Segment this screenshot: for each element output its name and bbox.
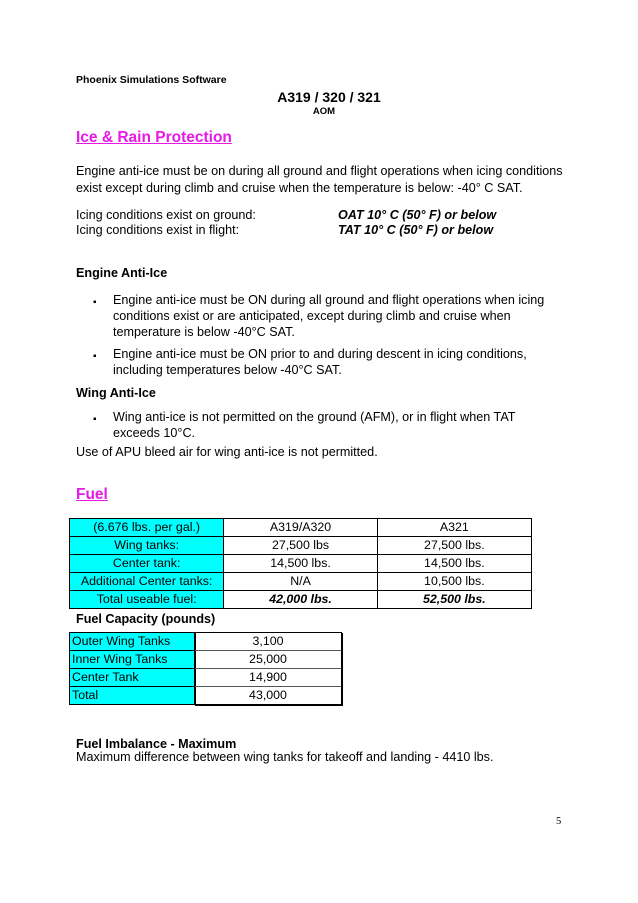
table-row bbox=[70, 555, 532, 573]
table-cell: 27,500 lbs. bbox=[377, 537, 531, 555]
table-cell: 52,500 lbs. bbox=[377, 591, 531, 609]
company-name: Phoenix Simulations Software bbox=[76, 74, 227, 86]
table-row bbox=[70, 573, 532, 591]
table-cell: A321 bbox=[377, 519, 531, 537]
section-title-ice-rain: Ice & Rain Protection bbox=[76, 129, 232, 146]
wing-bullet-line-2: exceeds 10°C. bbox=[113, 426, 196, 440]
capacity-label: Inner Wing Tanks bbox=[70, 651, 195, 669]
table-cell: 10,500 lbs. bbox=[377, 573, 531, 591]
apu-note: Use of APU bleed air for wing anti-ice is not permitted. bbox=[76, 445, 378, 459]
intro-line-1: Engine anti-ice must be on during all ground and flight operations when icing conditions bbox=[76, 164, 563, 178]
bullet-icon: ▪ bbox=[93, 414, 97, 425]
fuel-imbalance-text: Maximum difference between wing tanks for takeoff and landing - 4410 lbs. bbox=[76, 750, 494, 764]
intro-line-2: exist except during climb and cruise when the temperature is below: -40° C SAT. bbox=[76, 181, 523, 195]
capacity-label: Outer Wing Tanks bbox=[70, 633, 195, 651]
capacity-label: Center Tank bbox=[70, 669, 195, 687]
bullet-icon: ▪ bbox=[93, 351, 97, 362]
wing-anti-ice-heading: Wing Anti-Ice bbox=[76, 386, 156, 400]
table-cell: 14,500 lbs. bbox=[224, 555, 377, 573]
table-row bbox=[70, 519, 532, 537]
capacity-value: 43,000 bbox=[249, 688, 287, 702]
table-cell: Center tank: bbox=[70, 555, 224, 573]
table-cell: 42,000 lbs. bbox=[224, 591, 377, 609]
table-cell: N/A bbox=[224, 573, 377, 591]
table-cell: 27,500 lbs bbox=[224, 537, 377, 555]
capacity-label: Total bbox=[70, 687, 195, 704]
fuel-capacity-heading: Fuel Capacity (pounds) bbox=[76, 612, 216, 626]
capacity-value: 3,100 bbox=[195, 633, 341, 651]
aircraft-model: A319 / 320 / 321 bbox=[277, 89, 381, 105]
doc-type: AOM bbox=[312, 106, 336, 117]
table-cell: Wing tanks: bbox=[70, 537, 224, 555]
engine-bullet-1-line-2: conditions exist or are anticipated, except during climb and cruise when bbox=[113, 309, 511, 323]
engine-bullet-1-line-3: temperature is below -40°C SAT. bbox=[113, 325, 295, 339]
flight-value: TAT 10° C (50° F) or below bbox=[338, 223, 494, 237]
engine-bullet-2-line-1: Engine anti-ice must be ON prior to and during descent in icing conditions, bbox=[113, 347, 527, 361]
ground-value: OAT 10° C (50° F) or below bbox=[338, 208, 497, 222]
page-number: 5 bbox=[556, 816, 562, 827]
table-cell: Total useable fuel: bbox=[70, 591, 224, 609]
bullet-icon: ▪ bbox=[93, 297, 97, 308]
capacity-value: 14,900 bbox=[195, 669, 341, 687]
engine-bullet-2-line-2: including temperatures below -40°C SAT. bbox=[113, 363, 342, 377]
wing-bullet-line-1: Wing anti-ice is not permitted on the ground (AFM), or in flight when TAT bbox=[113, 410, 516, 424]
fuel-table bbox=[69, 518, 532, 609]
ground-label: Icing conditions exist on ground: bbox=[76, 208, 256, 222]
table-cell: 14,500 lbs. bbox=[377, 555, 531, 573]
capacity-labels bbox=[69, 632, 196, 705]
table-cell: Additional Center tanks: bbox=[70, 573, 224, 591]
table-row bbox=[70, 537, 532, 555]
table-row bbox=[70, 591, 532, 609]
fuel-imbalance-heading: Fuel Imbalance - Maximum bbox=[76, 737, 237, 751]
table-cell: (6.676 lbs. per gal.) bbox=[70, 519, 224, 537]
engine-bullet-1-line-1: Engine anti-ice must be ON during all ground and flight operations when icing bbox=[113, 293, 545, 307]
capacity-values bbox=[194, 632, 342, 705]
table-cell: A319/A320 bbox=[224, 519, 377, 537]
capacity-value: 25,000 bbox=[195, 651, 341, 669]
engine-anti-ice-heading: Engine Anti-Ice bbox=[76, 266, 168, 280]
section-title-fuel: Fuel bbox=[76, 486, 108, 503]
flight-label: Icing conditions exist in flight: bbox=[76, 223, 240, 237]
